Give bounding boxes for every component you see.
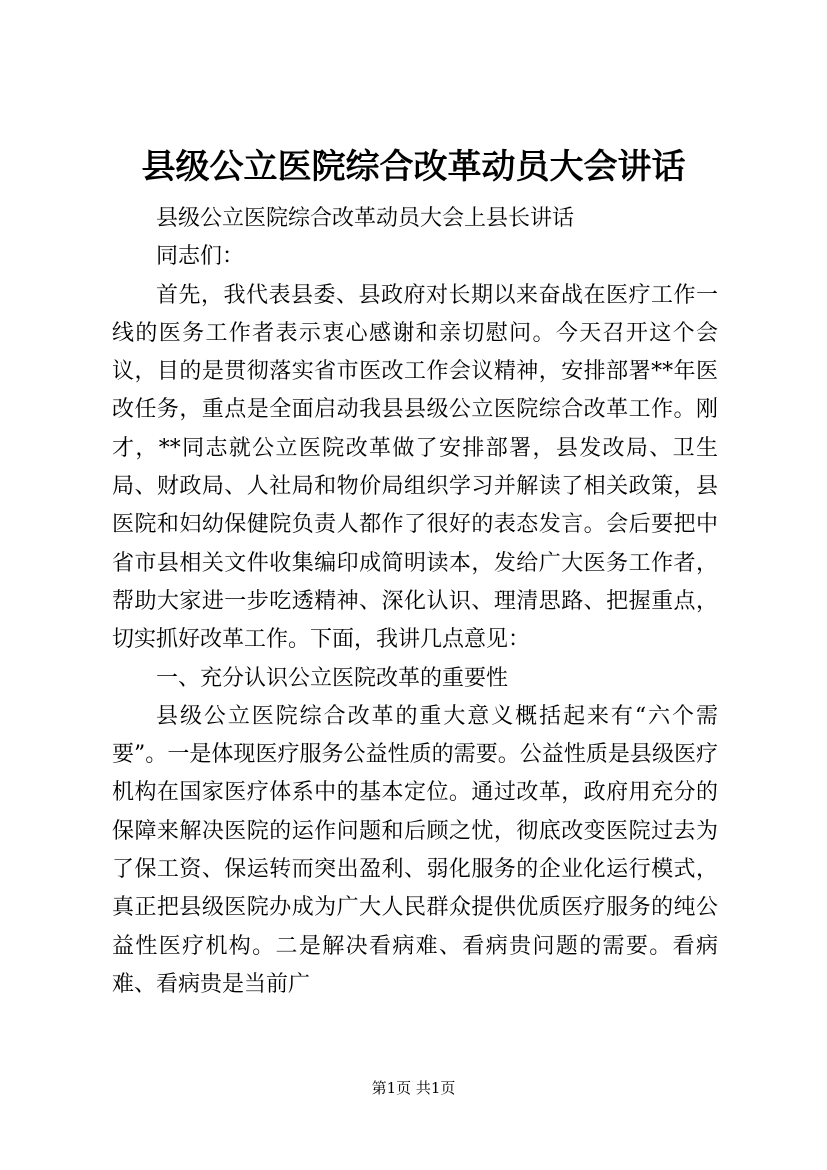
document-subtitle: 县级公立医院综合改革动员大会上县长讲话 <box>156 206 575 231</box>
document-title: 县级公立医院综合改革动员大会讲话 <box>141 147 686 187</box>
salutation: 同志们： <box>156 244 245 270</box>
document-body <box>112 200 718 1004</box>
paragraph-intro: 首先，我代表县委、县政府对长期以来奋战在医疗工作一线的医务工作者表示衷心感谢和亲切慰问。今天召开这个会议，目的是贯彻落实省市医改工作会议精神，安排部署**年医改任务，重点是全面启动我县县级公立医院综合改革工作。刚才，**同志就公立医院改革做了安排部署，县发改局、卫生局、财政局、人社局和物价局组织学习并解读了相关政策，县医院和妇幼保健院负责人都作了很好的表态发言。会后要把中省市县相关文件收集编印成简明读本，发给广大医务工作者，帮助大家进一步吃透精神、深化认识、理清思路、把握重点，切实抓好改革工作。下面，我讲几点意见： <box>112 282 718 653</box>
page-number: 第1页 共1页 <box>371 1079 456 1097</box>
page-footer <box>0 1078 827 1098</box>
section-heading-1: 一、充分认识公立医院改革的重要性 <box>156 665 509 691</box>
paragraph-significance: 县级公立医院综合改革的重大意义概括起来有“六个需要”。一是体现医疗服务公益性质的需要。公益性质是县级医疗机构在国家医疗体系中的基本定位。通过改革，政府用充分的保障来解决医院的运作问题和后顾之忧，彻底改变医院过去为了保工资、保运转而突出盈利、弱化服务的企业化运行模式，真正把县级医院办成为广大人民群众提供优质医疗服务的纯公益性医疗机构。二是解决看病难、看病贵问题的需要。看病难、看病贵是当前广 <box>112 703 718 997</box>
